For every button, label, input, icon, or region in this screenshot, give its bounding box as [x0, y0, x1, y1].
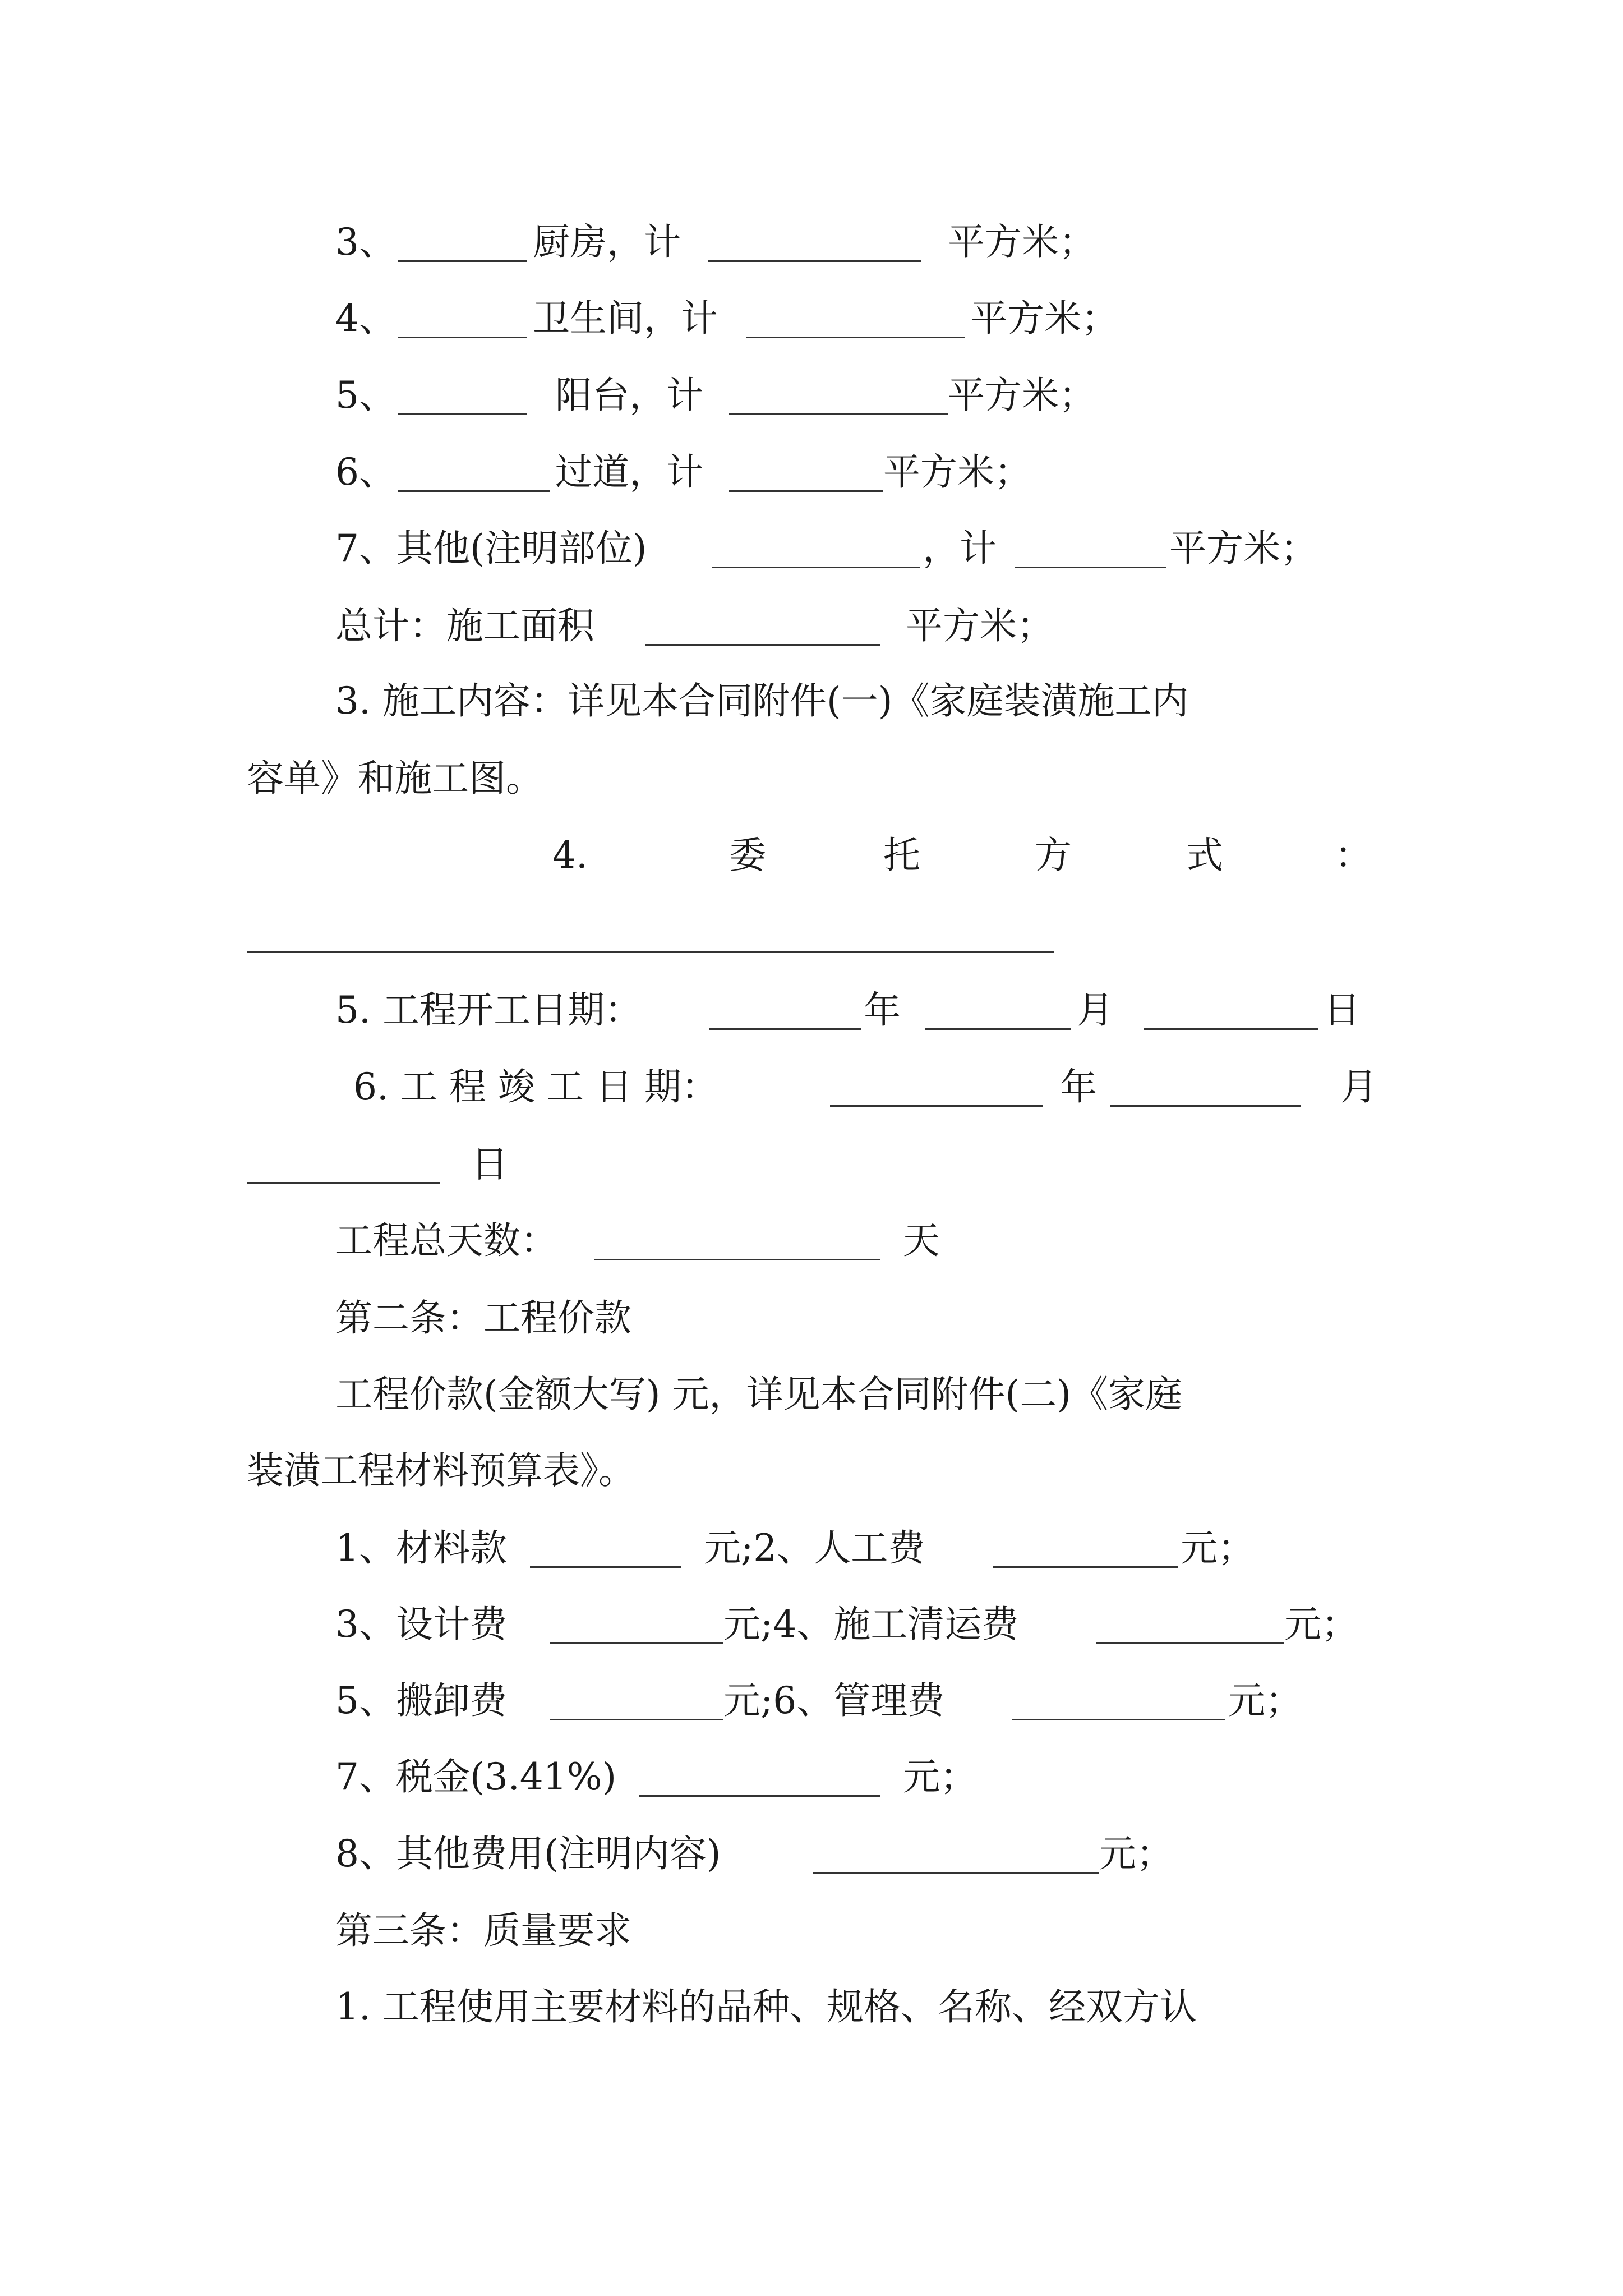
fill-blank[interactable] [247, 951, 1054, 953]
section-heading [0, 1897, 1623, 1964]
text-line [0, 1743, 1623, 1811]
fill-blank[interactable] [550, 1719, 723, 1720]
text-line [0, 1053, 1623, 1121]
text-segment: 装潢工程材料预算表》。 [247, 1449, 635, 1492]
text-segment: 月 [1340, 1065, 1377, 1108]
text-segment: 月 [1077, 988, 1114, 1032]
text-line [0, 439, 1623, 506]
text-segment: 8、其他费用(注明内容) [335, 1832, 721, 1875]
text-line [0, 977, 1623, 1044]
fill-blank[interactable] [729, 490, 883, 492]
text-segment: 总计：施工面积 [335, 604, 594, 647]
text-line [0, 1437, 1623, 1504]
text-segment: 平方米； [1169, 527, 1317, 570]
text-line [0, 515, 1623, 582]
fill-blank[interactable] [729, 413, 948, 415]
fill-blank[interactable] [645, 644, 880, 646]
text-line [0, 1820, 1623, 1888]
text-segment: 元； [1181, 1526, 1255, 1570]
text-segment: 元;2、人工费 [704, 1526, 925, 1570]
text-segment: 7、税金(3.41%) [335, 1755, 617, 1798]
text-segment: 卫生间，计 [533, 297, 718, 340]
fill-blank[interactable] [1096, 1642, 1284, 1644]
text-segment: 日 [1324, 988, 1361, 1032]
fill-blank[interactable] [398, 337, 527, 338]
fill-blank[interactable] [398, 260, 527, 262]
text-line [0, 1207, 1623, 1274]
text-line [0, 668, 1623, 735]
text-segment: 6. 工 程 竣 工 日 期： [353, 1065, 718, 1108]
fill-blank[interactable] [746, 337, 965, 338]
text-segment: 式 [1186, 834, 1223, 877]
fill-blank[interactable] [813, 1872, 1099, 1874]
text-line [0, 1515, 1623, 1582]
fill-blank[interactable] [1015, 567, 1166, 568]
text-segment: 元； [1099, 1832, 1173, 1875]
text-segment: 元;6、管理费 [723, 1679, 945, 1722]
text-segment: 第二条：工程价款 [335, 1296, 631, 1340]
text-segment: 阳台，计 [555, 374, 703, 417]
text-line [0, 209, 1623, 276]
text-segment: 托 [883, 834, 920, 877]
fill-blank[interactable] [1144, 1028, 1318, 1030]
text-segment: 容单》和施工图。 [247, 757, 543, 800]
text-segment: ，计 [923, 527, 997, 570]
text-segment: 第三条：质量要求 [335, 1909, 631, 1952]
text-segment: 5、搬卸费 [335, 1679, 507, 1722]
text-line [0, 1361, 1623, 1428]
text-line [0, 1591, 1623, 1658]
text-line [0, 1667, 1623, 1734]
text-segment: 过道，计 [555, 450, 703, 494]
text-segment: 年 [1060, 1065, 1097, 1108]
text-segment: 元； [1228, 1679, 1302, 1722]
fill-blank[interactable] [398, 490, 550, 492]
text-segment: 日 [471, 1143, 508, 1186]
text-segment: 3. 施工内容：详见本合同附件(一)《家庭装潢施工内 [335, 679, 1189, 723]
text-segment: 7、其他(注明部位) [335, 527, 647, 570]
text-line [0, 1973, 1623, 2041]
text-segment: 平方米； [970, 297, 1118, 340]
text-segment: 委 [729, 834, 766, 877]
text-line [0, 362, 1623, 429]
section-heading [0, 1285, 1623, 1352]
text-segment: 工程总天数： [335, 1219, 557, 1262]
text-segment: 5. 工程开工日期： [335, 988, 642, 1032]
text-line [0, 822, 1623, 889]
fill-blank[interactable] [925, 1028, 1071, 1030]
fill-blank[interactable] [993, 1566, 1178, 1568]
fill-blank[interactable] [594, 1259, 880, 1260]
fill-blank[interactable] [639, 1795, 880, 1797]
fill-blank[interactable] [1012, 1719, 1225, 1720]
text-segment: 工程价款(金额大写) 元，详见本合同附件(二)《家庭 [335, 1373, 1182, 1416]
fill-blank[interactable] [1110, 1105, 1301, 1107]
fill-blank[interactable] [708, 260, 921, 262]
text-segment: 元； [1284, 1603, 1358, 1646]
fill-blank[interactable] [712, 567, 920, 568]
text-segment: 4、 [335, 297, 396, 340]
text-segment: 年 [864, 988, 901, 1032]
text-segment: 方 [1035, 834, 1072, 877]
fill-blank[interactable] [530, 1566, 681, 1568]
fill-blank[interactable] [550, 1642, 723, 1644]
text-segment: 厨房，计 [533, 220, 681, 264]
text-line [0, 285, 1623, 352]
text-segment: 5、 [335, 374, 396, 417]
text-segment: 3、 [335, 220, 396, 264]
text-segment: ： [1335, 834, 1372, 877]
text-line [0, 745, 1623, 812]
fill-blank[interactable] [830, 1105, 1043, 1107]
text-segment: 4. [552, 834, 588, 877]
text-segment: 平方米； [948, 220, 1096, 264]
fill-blank[interactable] [398, 413, 527, 415]
text-segment: 元;4、施工清运费 [723, 1603, 1019, 1646]
text-segment: 平方米； [883, 450, 1031, 494]
text-line [0, 1131, 1623, 1198]
text-segment: 元； [903, 1755, 977, 1798]
text-line [0, 592, 1623, 660]
fill-blank[interactable] [709, 1028, 861, 1030]
fill-blank[interactable] [247, 1182, 440, 1184]
text-segment: 平方米； [948, 374, 1096, 417]
text-segment: 6、 [335, 450, 396, 494]
text-segment: 1、材料款 [335, 1526, 507, 1570]
text-segment: 平方米； [906, 604, 1054, 647]
text-segment: 3、设计费 [335, 1603, 507, 1646]
text-segment: 天 [903, 1219, 940, 1262]
text-line [0, 900, 1623, 968]
text-segment: 1. 工程使用主要材料的品种、规格、名称、经双方认 [335, 1985, 1197, 2028]
